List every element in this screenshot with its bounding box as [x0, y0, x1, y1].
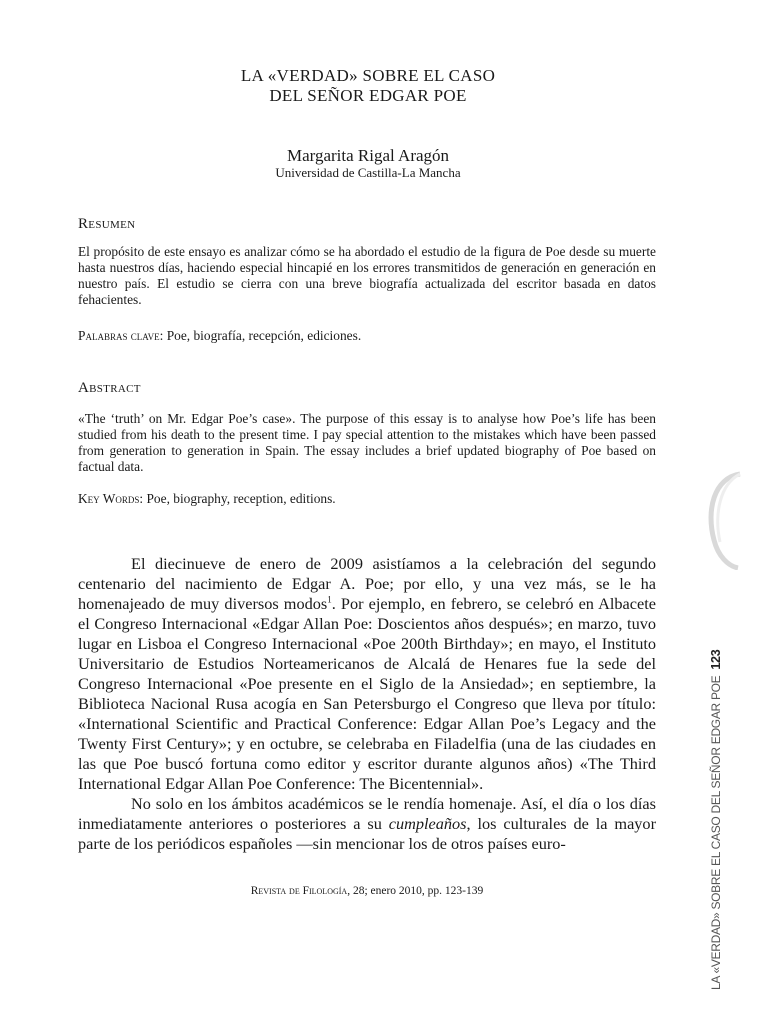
- keywords-list: : Poe, biografía, recepción, ediciones.: [159, 328, 362, 343]
- page-footer: [78, 885, 656, 897]
- emphasis: cumpleaños: [388, 814, 467, 833]
- title-line-2: DEL SEÑOR EDGAR POE: [269, 86, 467, 105]
- body-paragraph-1: El diecinueve de enero de 2009 asistíamos a la celebración del segundo centenario del nacimiento de Edgar A. Poe; por ello, y una vez más, se le ha homenajeado de muy diversos modos$^1$. Por ejemplo, en febrero, se celebró en Albacete el Congreso Internacional «Edgar Allan Poe: Doscientos años después»; en marzo, tuvo lugar en Lisboa el Congreso Internacional «Poe 200th Birthday»; en mayo, el Instituto Universitario de Estudios Norteamericanos de Alcalá de Henares fue la sede del Congreso Internacional «Poe presente en el Siglo de la Ansiedad»; en septiembre, la Biblioteca Nacional Rusa acogía en San Petersburgo el Congreso que lleva por título: «International Scientific and Practical Conference: Edgar Allan Poe’s Legacy and the Twenty First Century»; y en octubre, se celebraba en Filadelfia (una de las ciudades en las que Poe buscó fortuna como editor y escritor durante algunos años) «The Third International Edgar Allan Poe Conference: The Bicentennial».: [78, 554, 656, 793]
- article-body: [78, 554, 656, 854]
- resumen-text: El propósito de este ensayo es analizar cómo se ha abordado el estudio de la figura de Poe desde su muerte hasta nuestros días, haciendo especial hincapié en los errores transmitidos de generación en generación en nuestro país. El estudio se cierra con una breve biografía actualizada del escritor basada en datos fehacientes.: [78, 244, 656, 307]
- author-name: Margarita Rigal Aragón: [286, 146, 450, 165]
- title-line-1: LA «VERDAD» SOBRE EL CASO: [240, 66, 496, 85]
- body-paragraph-2: No solo en los ámbitos académicos se le rendía homenaje. Así, el día o los días inmediatamente anteriores o posteriores a su cumpleaños, los culturales de la mayor parte de los periódicos españoles —sin mencionar los de otros países euro-: [78, 794, 656, 853]
- running-head-sidebar: [704, 470, 744, 990]
- abstract-keywords: [78, 491, 656, 507]
- running-head-title: LA «VERDAD» SOBRE EL CASO DEL SEÑOR EDGAR POE: [709, 675, 723, 990]
- keywords-label: Key Words: [78, 491, 140, 506]
- page-number: 123: [709, 649, 723, 670]
- author-affiliation: Universidad de Castilla-La Mancha: [275, 165, 461, 180]
- footnote-marker[interactable]: 1: [327, 594, 332, 605]
- issue-details: , 28; enero 2010, pp. 123-139: [347, 885, 484, 897]
- resumen-keywords: [78, 328, 656, 344]
- article-title: [78, 66, 658, 106]
- running-head: [709, 650, 723, 990]
- resumen-heading: Resumen: [78, 216, 136, 232]
- keywords-label: Palabras clave: [78, 328, 160, 343]
- decorative-arc-icon: [704, 470, 744, 570]
- abstract-heading: Abstract: [78, 380, 141, 396]
- abstract-text: «The ‘truth’ on Mr. Edgar Poe’s case». The purpose of this essay is to analyse how Poe’s life has been studied from his death to the present time. I pay special attention to the mistakes which have been passed from generation to generation in Spain. The essay includes a brief updated biography of Poe based on factual data.: [78, 411, 656, 474]
- journal-name: Revista de Filología: [250, 885, 348, 897]
- keywords-list: : Poe, biography, reception, editions.: [139, 491, 336, 506]
